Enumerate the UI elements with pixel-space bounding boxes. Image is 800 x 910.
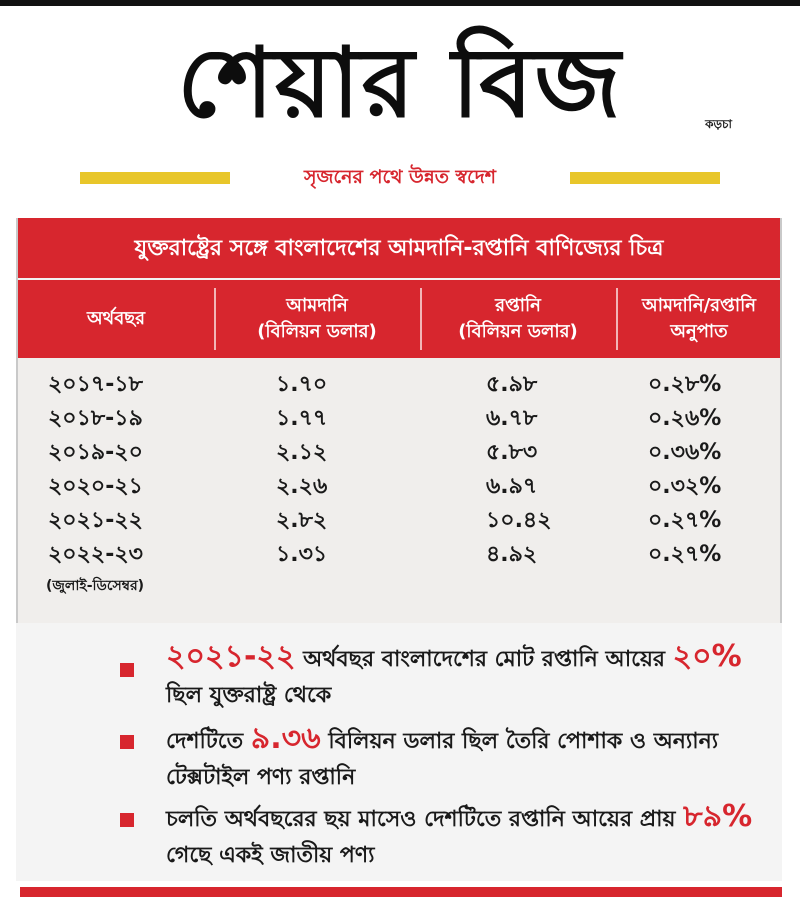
cell-ratio: ০.২৭% (648, 542, 722, 567)
cell-import: ১.৩১ (276, 542, 328, 567)
header-import (214, 280, 420, 358)
header-fiscal-year-label: অর্থবছর (86, 308, 146, 329)
cell-export: ৬.৯৭ (486, 474, 538, 499)
header-fiscal-year (18, 280, 214, 358)
tagline-bar-right (570, 172, 720, 184)
header-ratio-sublabel: অনুপাত (670, 321, 728, 342)
highlight-text: ২০২১-২২ অর্থবছর বাংলাদেশের মোট রপ্তানি আয়ের ২০% ছিল যুক্তরাষ্ট্র থেকে (166, 639, 742, 708)
tagline-bar-left (80, 172, 230, 184)
period-note: (জুলাই-ডিসেম্বর) (46, 578, 145, 594)
table-row (18, 470, 780, 504)
cell-import: ২.১২ (276, 440, 328, 465)
tagline: সৃজনের পথে উন্নত স্বদেশ (304, 166, 496, 188)
cell-import: ১.৭৭ (276, 406, 328, 431)
cell-year: ২০২২-২৩ (48, 542, 143, 567)
cell-year: ২০২০-২১ (48, 474, 143, 499)
cell-export: ৪.৯২ (486, 542, 538, 567)
masthead (60, 18, 740, 188)
highlight-number: ৮৯% (683, 799, 753, 834)
cell-year: ২০১৯-২০ (48, 440, 143, 465)
table-row (18, 538, 780, 572)
newspaper-logo: শেয়ার বিজ (177, 26, 623, 139)
cell-ratio: ০.৩২% (648, 474, 722, 499)
header-import-unit: (বিলিয়ন ডলার) (257, 321, 377, 342)
header-divider (214, 288, 216, 350)
cell-export: ৬.৭৮ (486, 406, 538, 431)
tagline-row (80, 163, 720, 191)
cell-export: ৫.৯৮ (486, 372, 538, 397)
cell-ratio: ০.২৮% (648, 372, 722, 397)
bottom-border-bar (20, 887, 782, 897)
table-header (18, 280, 780, 358)
table-row (18, 402, 780, 436)
table-row (18, 368, 780, 402)
cell-export: ১০.৪২ (486, 508, 552, 533)
top-border-strip (0, 0, 800, 10)
table-body (18, 368, 780, 594)
header-divider (420, 288, 422, 350)
bullet-square-icon (120, 663, 134, 677)
cell-ratio: ০.৩৬% (648, 440, 722, 465)
header-ratio (616, 280, 782, 358)
cell-import: ২.৮২ (276, 508, 328, 533)
cell-import: ১.৭০ (276, 372, 328, 397)
highlight-number: ৯.৩৬ (250, 721, 321, 756)
logo-subtitle: কড়চা (705, 117, 732, 131)
highlight-number: ২০২১-২২ (166, 639, 296, 674)
bullet-square-icon (120, 735, 134, 749)
highlight-text: চলতি অর্থবছরের ছয় মাসেও দেশটিতে রপ্তানি আয়ের প্রায় ৮৯% গেছে একই জাতীয় পণ্য (166, 799, 753, 868)
cell-export: ৫.৮৩ (486, 440, 538, 465)
header-export-unit: (বিলিয়ন ডলার) (458, 321, 578, 342)
table-row (18, 504, 780, 538)
header-divider (616, 288, 618, 350)
cell-import: ২.২৬ (276, 474, 328, 499)
highlight-text: দেশটিতে ৯.৩৬ বিলিয়ন ডলার ছিল তৈরি পোশাক ও অন্যান্য টেক্সটাইল পণ্য রপ্তানি (166, 721, 719, 790)
table-title: যুক্তরাষ্ট্রের সঙ্গে বাংলাদেশের আমদানি-রপ্তানি বাণিজ্যের চিত্র (18, 218, 780, 280)
cell-ratio: ০.২৬% (648, 406, 722, 431)
cell-ratio: ০.২৭% (648, 508, 722, 533)
cell-year: ২০১৮-১৯ (48, 406, 143, 431)
header-export (420, 280, 616, 358)
cell-year: ২০২১-২২ (48, 508, 143, 533)
cell-year: ২০১৭-১৮ (48, 372, 143, 397)
table-row (18, 436, 780, 470)
highlight-number: ২০% (672, 639, 742, 674)
header-ratio-label: আমদানি/রপ্তানি (642, 295, 756, 316)
highlights-box (16, 623, 782, 881)
trade-table (16, 218, 782, 623)
header-import-label: আমদানি (286, 295, 348, 316)
bullet-square-icon (120, 813, 134, 827)
header-export-label: রপ্তানি (495, 295, 541, 316)
